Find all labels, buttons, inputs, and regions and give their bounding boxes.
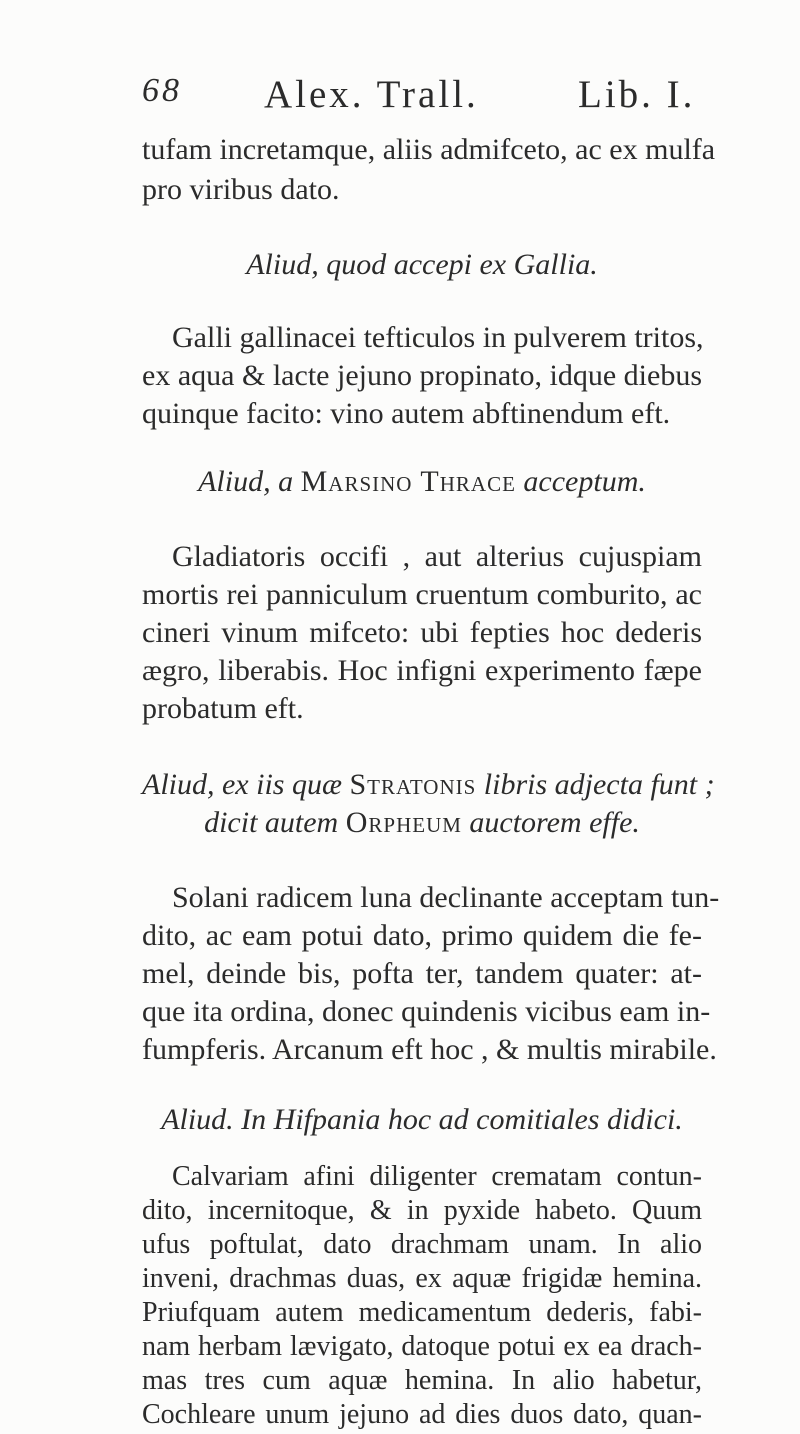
text-line: Priufquam autem medicamentum dederis, fabi-: [142, 1297, 702, 1328]
section-heading: Aliud. In Hifpania hoc ad comitiales didici.: [161, 1103, 683, 1136]
section-heading: Aliud, quod accepi ex Gallia.: [246, 248, 598, 281]
text-line: ex aqua & lacte jejuno propinato, idque diebus: [142, 359, 702, 392]
section-heading: Aliud, ex iis quæ Stratonis libris adjecta funt ;: [142, 768, 715, 801]
text-line: Cochleare unum jejuno ad dies duos dato, quan-: [142, 1399, 702, 1430]
text-line: probatum eft.: [142, 692, 304, 725]
text-line: mortis rei panniculum cruentum comburito, ac: [142, 578, 702, 611]
running-title-book: Lib. I.: [578, 73, 696, 116]
text-line: pro viribus dato.: [142, 173, 340, 206]
section-heading: dicit autem Orpheum auctorem effe.: [204, 806, 640, 839]
page-number: 68: [142, 72, 182, 109]
running-header: [142, 72, 702, 122]
text-line: Calvariam afini diligenter crematam contun-: [172, 1161, 702, 1192]
text-line: tufam incretamque, aliis admifceto, ac ex mulfa: [142, 133, 716, 166]
running-title-author: Alex. Trall.: [264, 73, 479, 116]
text-line: dito, ac eam potui dato, primo quidem die fe-: [142, 919, 702, 952]
text-line: fumpferis. Arcanum eft hoc , & multis mirabile.: [142, 1033, 717, 1066]
text-line: dito, incernitoque, & in pyxide habeto. Quum: [142, 1195, 702, 1226]
text-line: cineri vinum mifceto: ubi fepties hoc dederis: [142, 616, 702, 649]
text-line: que ita ordina, donec quindenis vicibus eam in-: [142, 995, 711, 1028]
text-line: quinque facito: vino autem abftinendum eft.: [142, 397, 671, 430]
text-line: ægro, liberabis. Hoc infigni experimento fæpe: [142, 654, 702, 687]
text-line: Galli gallinacei tefticulos in pulverem tritos,: [172, 321, 704, 354]
text-line: mas tres cum aquæ hemina. In alio habetur,: [142, 1365, 702, 1396]
text-line: mel, deinde bis, pofta ter, tandem quater: at-: [142, 957, 702, 990]
section-heading: Aliud, a Marsino Thrace acceptum.: [198, 465, 646, 498]
text-line: nam herbam lævigato, datoque potui ex ea drach-: [142, 1331, 702, 1362]
text-line: Gladiatoris occifi , aut alterius cujuspiam: [172, 540, 702, 573]
text-line: inveni, drachmas duas, ex aquæ frigidæ hemina.: [142, 1263, 702, 1294]
text-line: ufus poftulat, dato drachmam unam. In alio: [142, 1229, 702, 1260]
text-line: Solani radicem luna declinante acceptam tun-: [172, 881, 720, 914]
